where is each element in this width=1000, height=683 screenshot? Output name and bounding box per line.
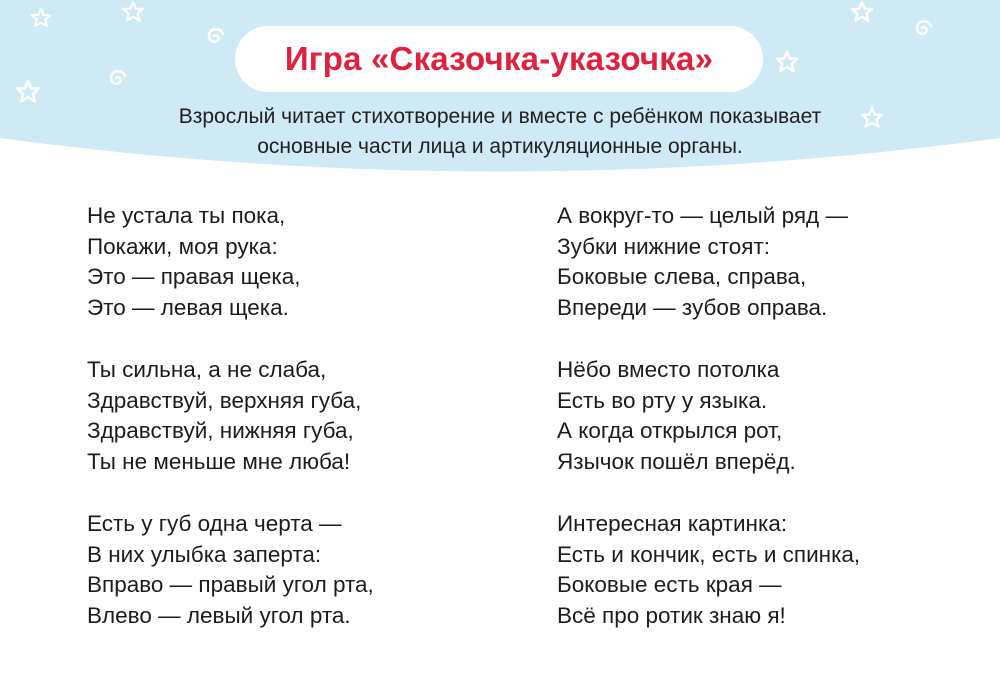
poem-line: Есть у губ одна черта — [87,511,342,536]
poem-line: Впереди — зубов оправа. [557,294,828,320]
poem-line: Влево — левый угол рта. [87,602,351,628]
stanza [557,201,977,323]
poem-line: Ты не меньше мне люба! [87,448,351,474]
poem-line: Это — правая щека, [87,264,301,289]
stanza [87,509,507,631]
poem-line: Здравствуй, верхняя губа, [87,387,362,413]
poem-line: Здравствуй, нижняя губа, [87,418,354,443]
poem-line: Всё про ротик знаю я! [557,602,786,628]
poem-line: Есть и кончик, есть и спинка, [557,541,861,567]
page-title: Игра «Сказочка-указочка» [284,40,714,77]
title-banner [235,26,763,92]
poem-left-column [87,201,507,663]
poem-line: Язычок пошёл вперёд. [557,448,796,474]
intro-line: основные части лица и артикуляционные органы. [257,135,743,158]
poem-line: Есть во рту у языка. [557,387,768,413]
poem-line: Боковые слева, справа, [557,264,807,289]
stanza [87,355,507,477]
poem-line: А когда открылся рот, [557,418,783,443]
poem-line: Покажи, моя рука: [87,233,278,259]
poem-line: Ты сильна, а не слаба, [87,357,327,382]
intro-text [100,102,900,162]
poem-right-column [557,201,977,663]
poem-line: Нёбо вместо потолка [557,357,780,382]
poem-line: А вокруг-то — целый ряд — [557,203,848,228]
poem-line: Интересная картинка: [557,511,788,536]
poem-line: Это — левая щека. [87,294,289,320]
poem-line: В них улыбка заперта: [87,541,322,567]
poem-line: Зубки нижние стоят: [557,233,771,259]
stanza [557,355,977,477]
poem-line: Вправо — правый угол рта, [87,572,374,597]
poem-line: Боковые есть края — [557,572,782,597]
stanza [557,509,977,631]
intro-line: Взрослый читает стихотворение и вместе с ребёнком показывает [178,105,822,128]
poem-line: Не устала ты пока, [87,203,286,228]
stanza [87,201,507,323]
